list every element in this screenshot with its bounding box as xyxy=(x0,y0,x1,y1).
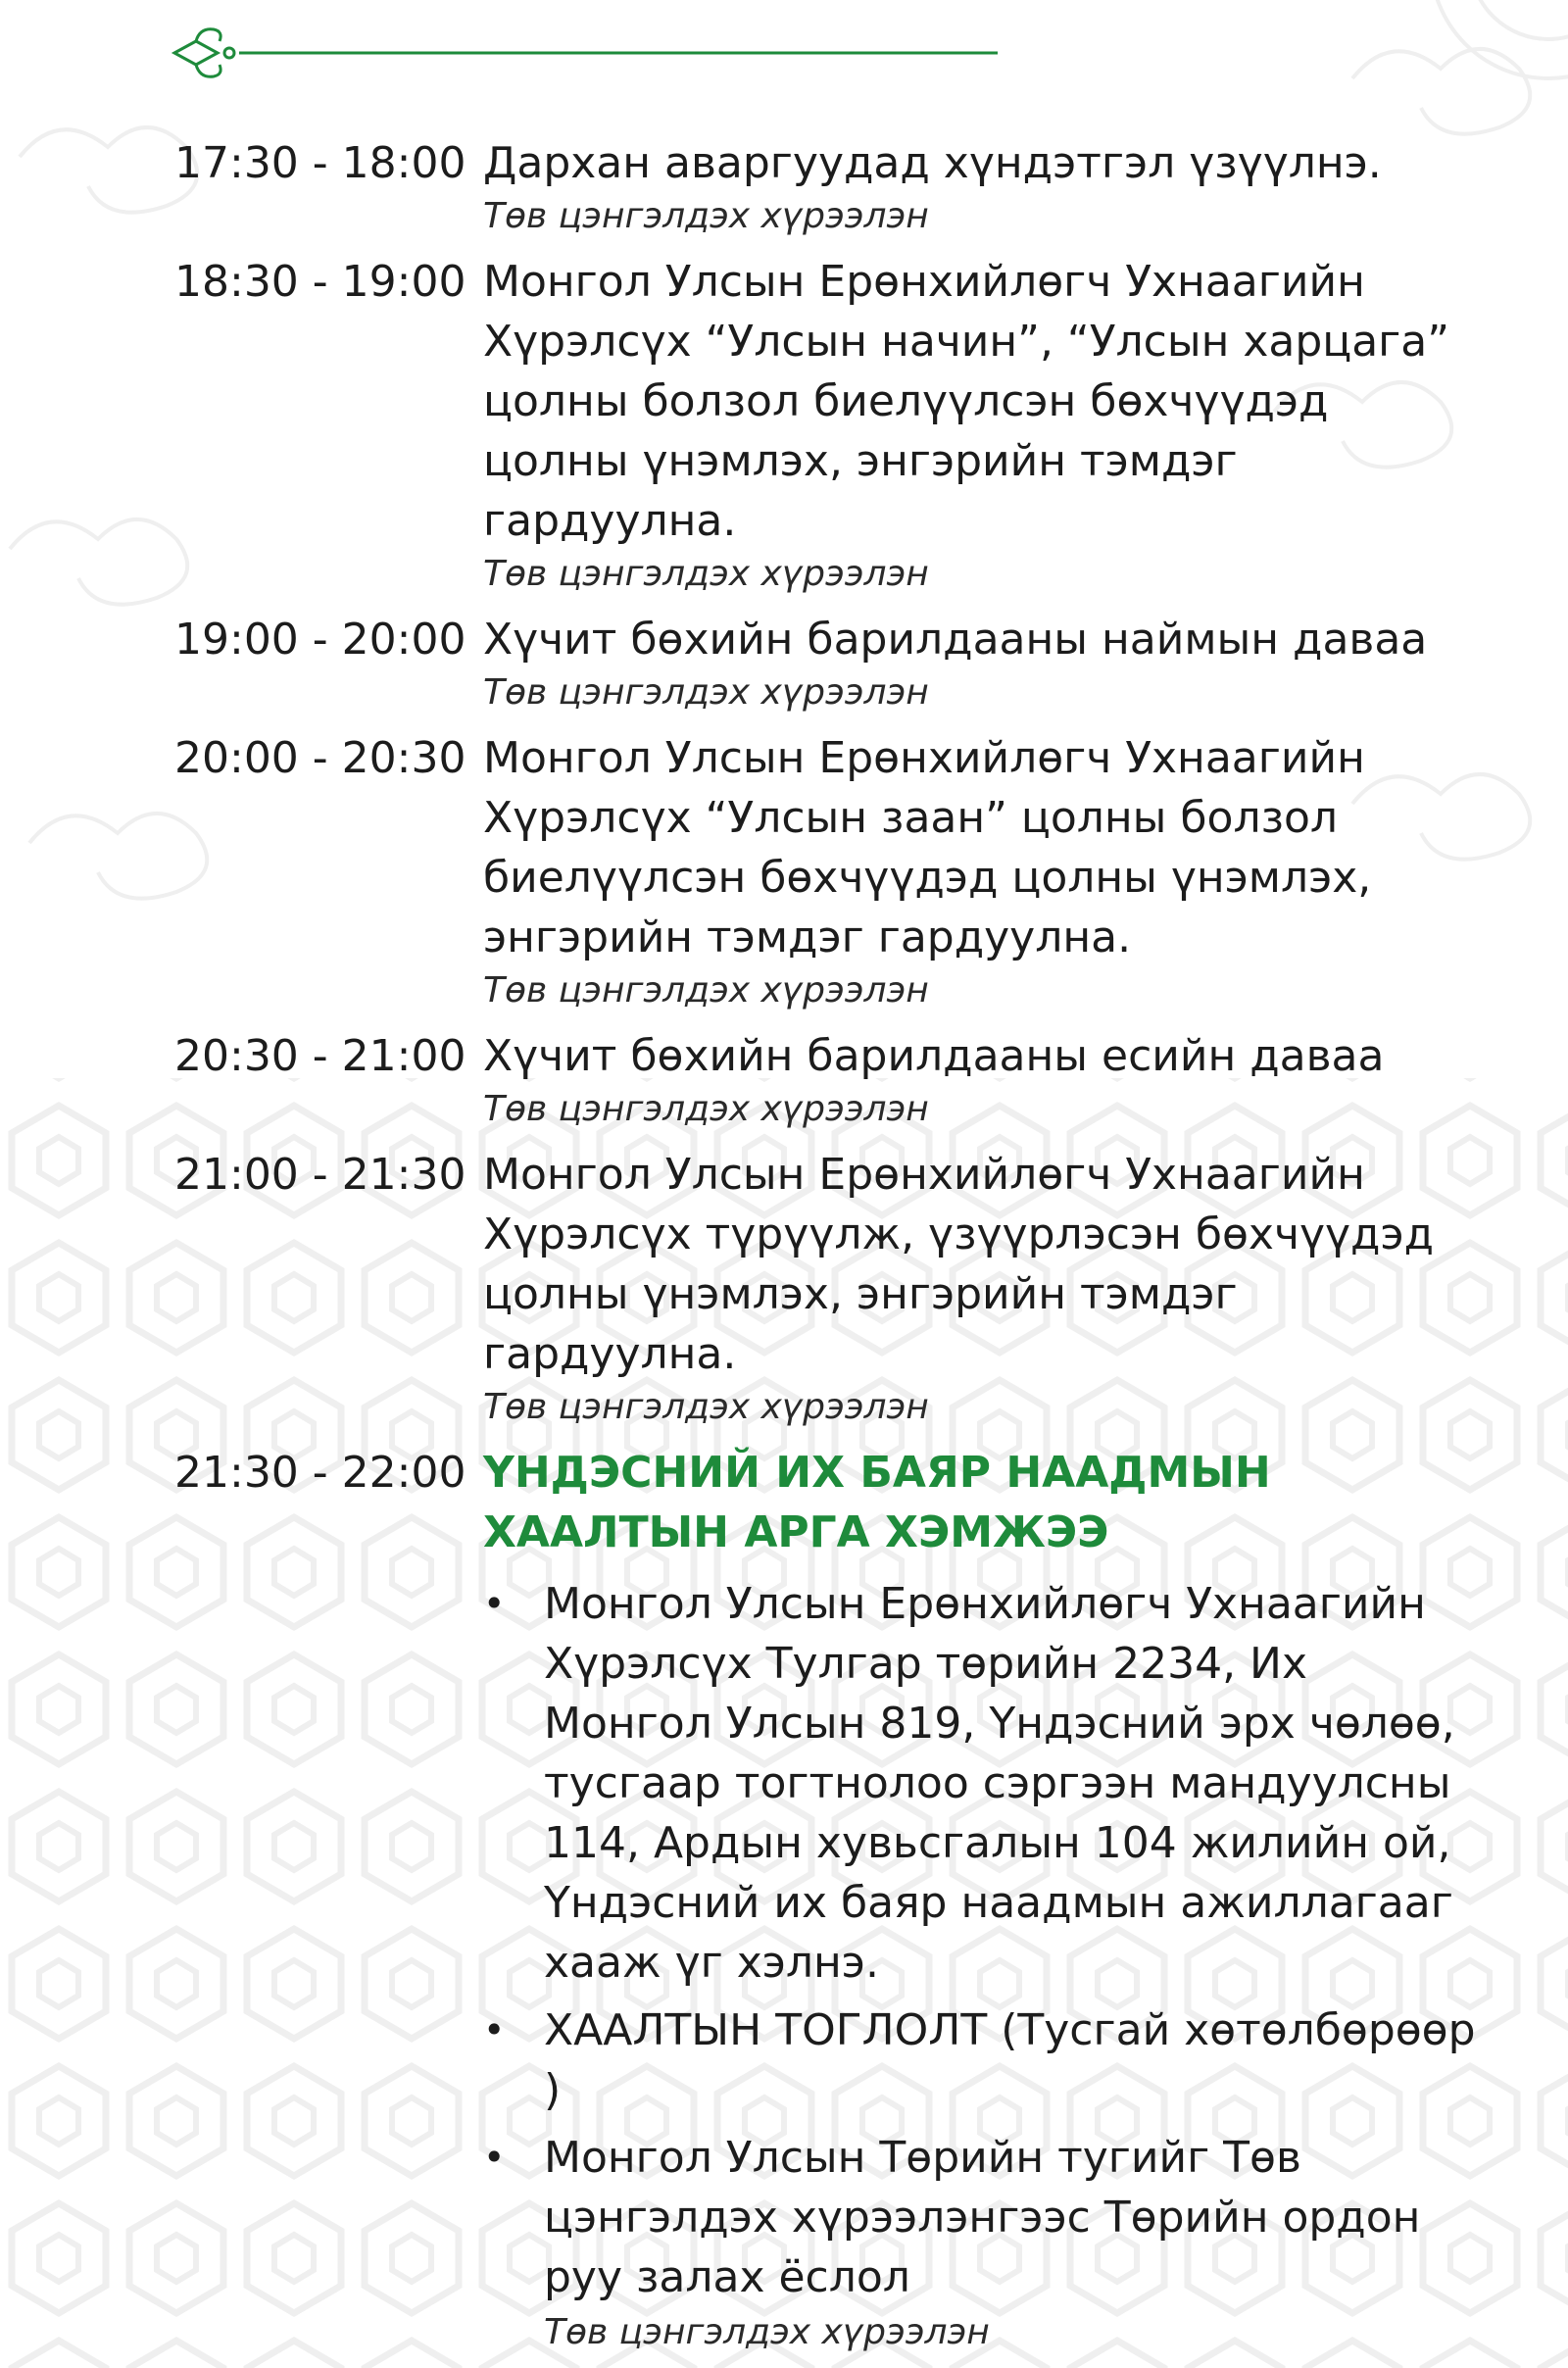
event-venue: Төв цэнгэлдэх хүрээлэн xyxy=(483,672,929,713)
event-description: Хүчит бөхийн барилдааны есийн даваа xyxy=(483,1031,1385,1081)
list-item xyxy=(483,1574,1478,1993)
event-description: Монгол Улсын Ерөнхийлөгч Ухнаагийн Хүрэлсүх түрүүлж, үзүүрлэсэн бөхчүүдэд цолны үнэмлэх, энгэрийн тэмдэг гардуулна. xyxy=(483,1150,1435,1379)
bullet-icon: • xyxy=(483,2136,506,2179)
closing-title-line1: ҮНДЭСНИЙ ИХ БАЯР НААДМЫН xyxy=(483,1448,1271,1498)
event-venue: Төв цэнгэлдэх хүрээлэн xyxy=(544,2312,990,2352)
schedule-row xyxy=(174,1026,1478,1145)
closing-ceremony-row xyxy=(174,1443,1478,2368)
bullet-icon: • xyxy=(483,2008,506,2051)
closing-bullet-list xyxy=(483,1574,1478,2307)
list-item xyxy=(483,2000,1478,2120)
schedule-row xyxy=(174,1145,1478,1443)
time-slot: 20:30 - 21:00 xyxy=(174,1031,466,1081)
list-item xyxy=(483,2128,1478,2307)
schedule-list xyxy=(174,133,1478,2368)
bullet-text: Монгол Улсын Төрийн тугийг Төв цэнгэлдэх хүрээлэнгээс Төрийн ордон руу залах ёслол xyxy=(544,2133,1421,2302)
schedule-row xyxy=(174,133,1478,252)
bullet-icon: • xyxy=(483,1582,506,1625)
time-slot: 18:30 - 19:00 xyxy=(174,257,466,307)
time-slot: 21:30 - 22:00 xyxy=(174,1448,466,1498)
event-venue: Төв цэнгэлдэх хүрээлэн xyxy=(483,196,929,236)
time-slot: 21:00 - 21:30 xyxy=(174,1150,466,1200)
event-venue: Төв цэнгэлдэх хүрээлэн xyxy=(483,1387,929,1427)
schedule-row xyxy=(174,252,1478,610)
time-slot: 17:30 - 18:00 xyxy=(174,138,466,188)
event-venue: Төв цэнгэлдэх хүрээлэн xyxy=(483,970,929,1011)
event-description: Хүчит бөхийн барилдааны наймын даваа xyxy=(483,615,1428,665)
event-venue: Төв цэнгэлдэх хүрээлэн xyxy=(483,554,929,594)
event-description: Монгол Улсын Ерөнхийлөгч Ухнаагийн Хүрэлсүх “Улсын заан” цолны болзол биелүүлсэн бөхчүүдэд цолны үнэмлэх, энгэрийн тэмдэг гардуулна. xyxy=(483,733,1372,962)
bullet-text: Монгол Улсын Ерөнхийлөгч Ухнаагийн Хүрэлсүх Тулгар төрийн 2234, Их Монгол Улсын 819, Үндэсний эрх чөлөө, тусгаар тогтнолоо сэргээн мандуулсны 114, Ардын хувьсгалын 104 жилийн ой, Үндэсний их баяр наадмын ажиллагааг хааж үг хэлнэ. xyxy=(544,1579,1455,1988)
event-venue: Төв цэнгэлдэх хүрээлэн xyxy=(483,1089,929,1129)
event-description: Монгол Улсын Ерөнхийлөгч Ухнаагийн Хүрэлсүх “Улсын начин”, “Улсын харцага” цолны болзол биелүүлсэн бөхчүүдэд цолны үнэмлэх, энгэрийн тэмдэг гардуулна. xyxy=(483,257,1450,546)
closing-title-line2: ХААЛТЫН АРГА ХЭМЖЭЭ xyxy=(483,1507,1109,1557)
bullet-text: ХААЛТЫН ТОГЛОЛТ (Тусгай хөтөлбөрөөр ) xyxy=(544,2005,1476,2115)
event-description: Дархан аваргуудад хүндэтгэл үзүүлнэ. xyxy=(483,138,1382,188)
header-ornament xyxy=(169,22,1002,80)
schedule-row xyxy=(174,610,1478,728)
schedule-row xyxy=(174,728,1478,1026)
time-slot: 20:00 - 20:30 xyxy=(174,733,466,783)
time-slot: 19:00 - 20:00 xyxy=(174,615,466,665)
